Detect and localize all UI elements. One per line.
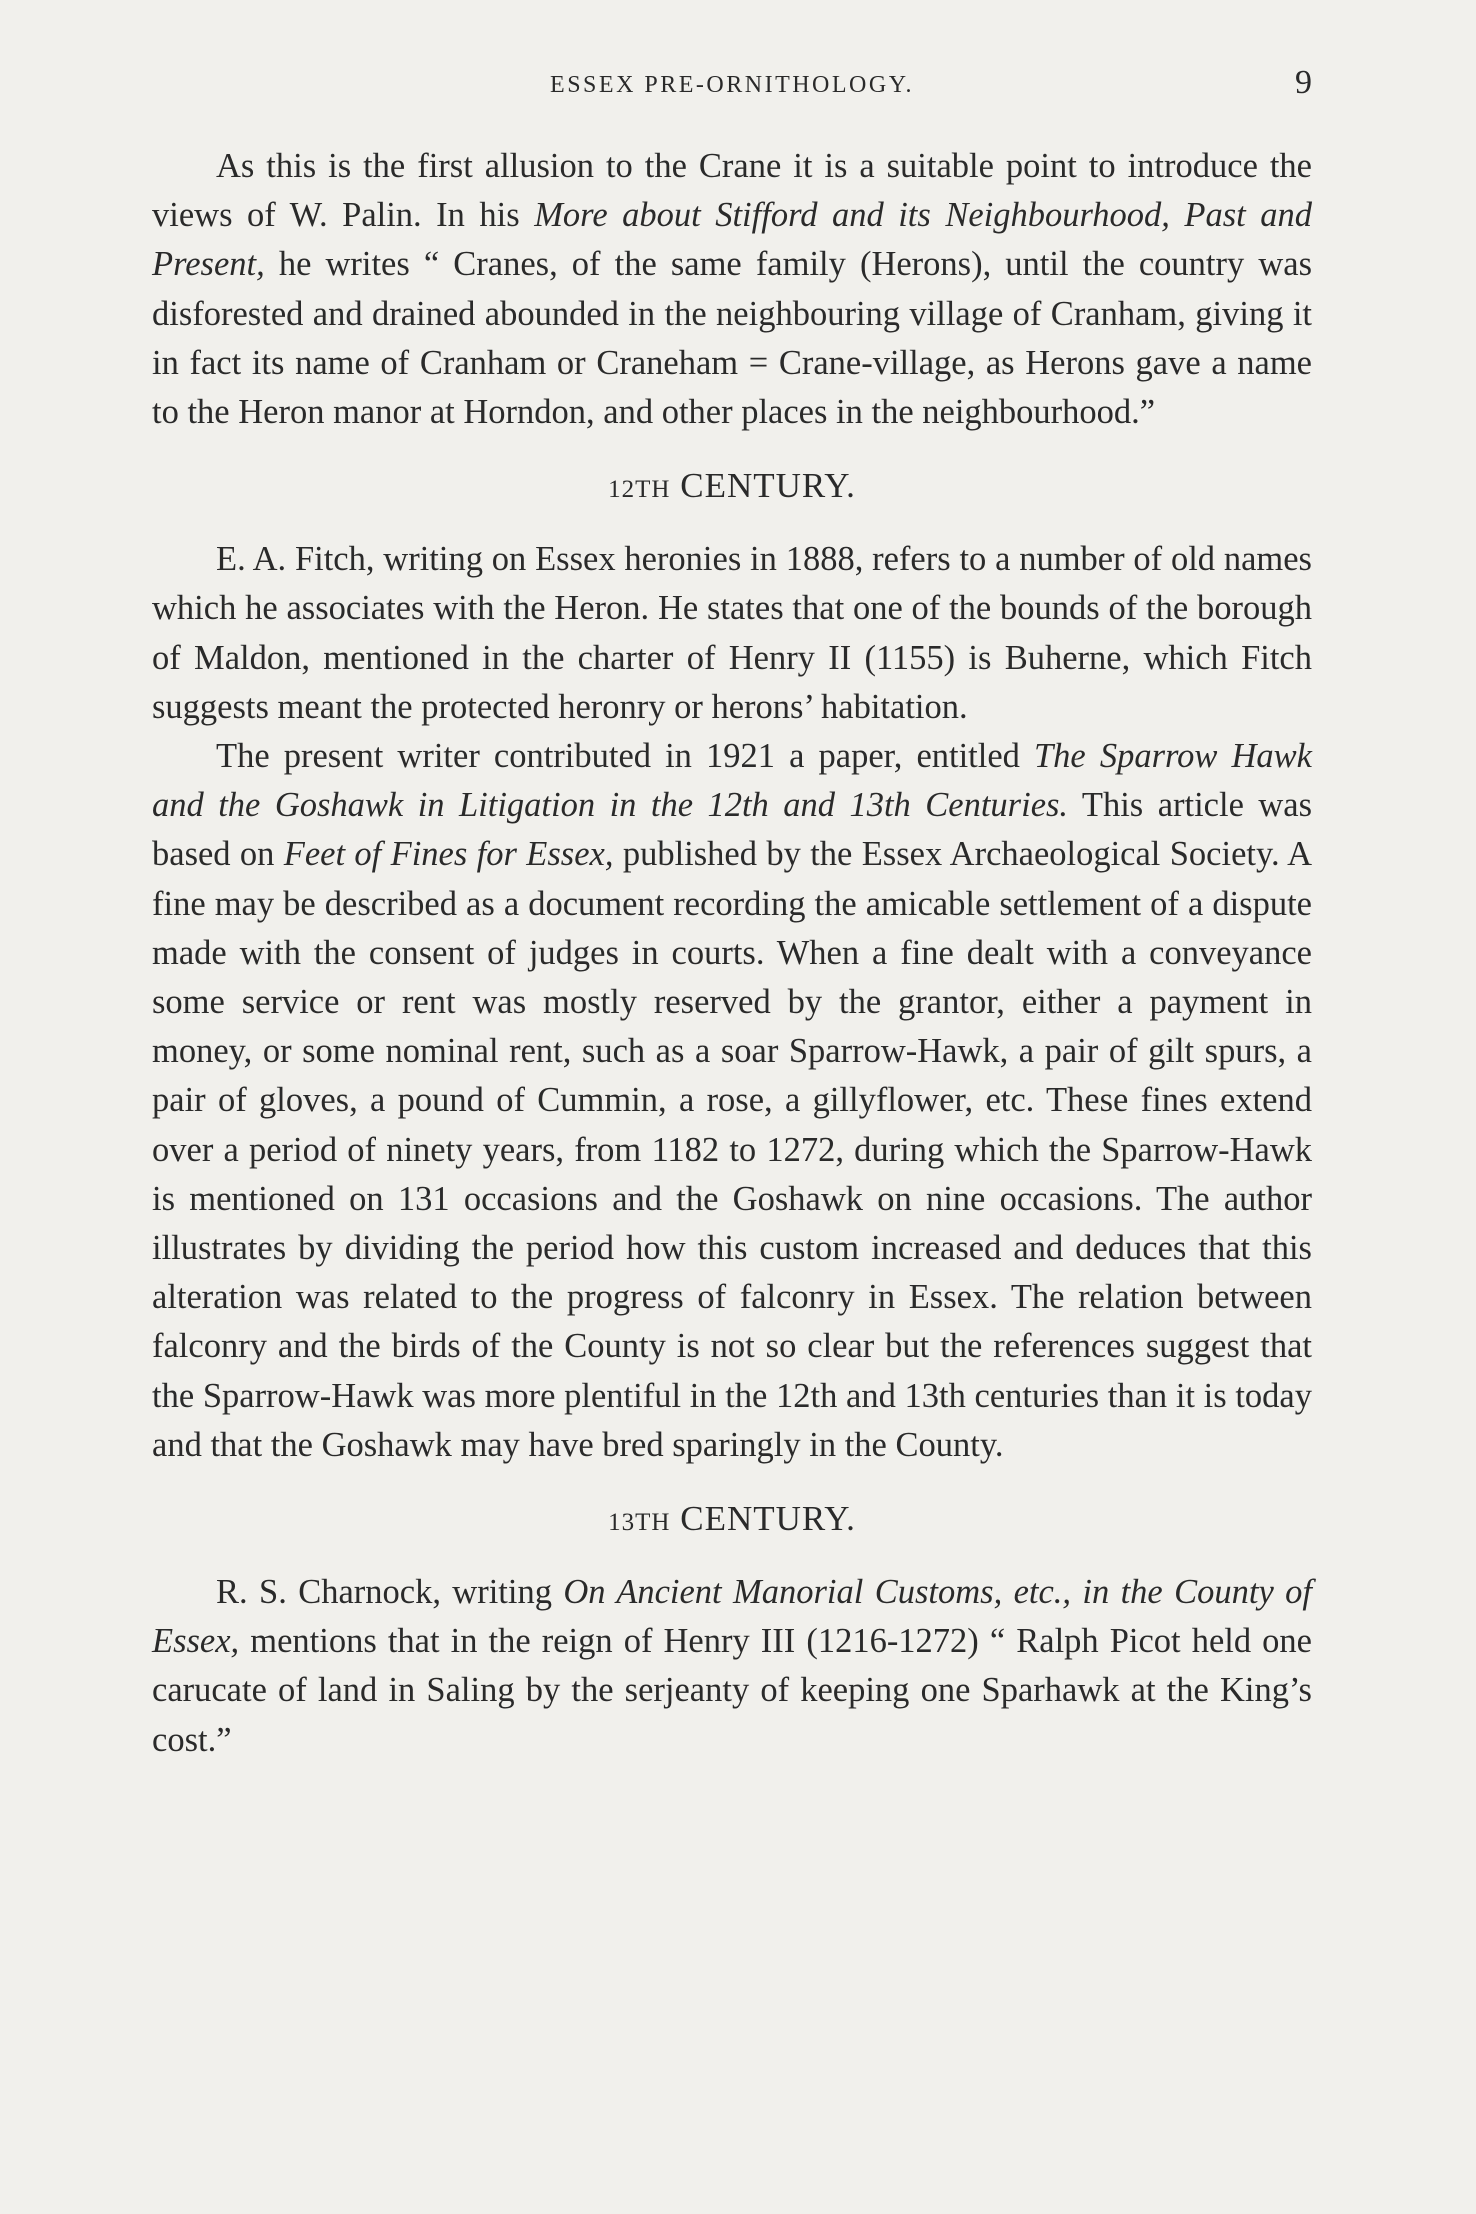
body-text: The present writer contributed in 1921 a paper, entitled [216, 737, 1034, 776]
page-header [152, 64, 1312, 114]
body-text: This article was based on [152, 786, 1312, 874]
body-text: published by the Essex Archaeological Society. A fine may be described as a document recording the amicable settlement of a dispute made with the consent of judges in courts. When a fine dealt with a conveyance some service or rent was mostly reserved by the grantor, either a payment in money, or some nominal rent, such as a soar Sparrow-Hawk, a pair of gilt spurs, a pair of gloves, a pound of Cummin, a rose, a gillyflower, etc. These fines extend over a period of ninety years, from 1182 to 1272, during which the Sparrow-Hawk is mentioned on 131 occasions and the Goshawk on nine occasions. The author illustrates by dividing the period how this custom increased and deduces that this alteration was related to the progress of falconry in Essex. The relation between falconry and the birds of the County is not so clear but the references suggest that the Sparrow-Hawk was more plentiful in the 12th and 13th centuries than it is today and that the Goshawk may have bred sparingly in the County. [152, 835, 1312, 1464]
section-numeral: 13TH [608, 1509, 671, 1537]
page-body [152, 142, 1312, 1765]
paragraph-sparrow-hawk-litigation [152, 732, 1312, 1470]
italic-title-text: Feet of Fines for Essex, [283, 835, 614, 874]
running-head: ESSEX PRE-ORNITHOLOGY. [550, 72, 914, 98]
paragraph-crane-palin [152, 142, 1312, 437]
italic-title-text: The Sparrow Hawk and the Goshawk in Litigation in the 12th and 13th Centuries. [152, 737, 1312, 825]
body-text: he writes “ Cranes, of the same family (Herons), until the country was disforested and drained abounded in the neighbouring village of Cranham, giving it in fact its name of Cranham or Craneham = Crane-village, as Herons gave a name to the Heron manor at Horndon, and other places in the neighbourhood.” [152, 245, 1312, 432]
section-heading-13th-century [152, 1470, 1312, 1568]
section-word: CENTURY. [680, 1499, 856, 1539]
body-text: As this is the first allusion to the Crane it is a suitable point to introduce the views of W. Palin. In his [152, 147, 1312, 235]
body-text: E. A. Fitch, writing on Essex heronies in 1888, refers to a number of old names which he associates with the Heron. He states that one of the bounds of the borough of Maldon, mentioned in the charter of Henry II (1155) is Buherne, which Fitch suggests meant the protected heronry or herons’ habitation. [152, 540, 1312, 726]
section-heading-12th-century [152, 437, 1312, 535]
italic-title-text: On Ancient Manorial Customs, etc., in the County of Essex, [152, 1573, 1312, 1661]
section-numeral: 12TH [608, 476, 671, 504]
body-text: R. S. Charnock, writing [216, 1573, 564, 1612]
section-word: CENTURY. [680, 466, 856, 506]
paragraph-fitch-heronies [152, 535, 1312, 732]
italic-title-text: More about Stifford and its Neighbourhood, Past and Present, [152, 196, 1312, 284]
body-text: mentions that in the reign of Henry III (1216-1272) “ Ralph Picot held one carucate of land in Saling by the serjeanty of keeping one Sparhawk at the King’s cost.” [152, 1622, 1312, 1759]
paragraph-charnock-customs [152, 1568, 1312, 1765]
page-number: 9 [1295, 64, 1312, 101]
